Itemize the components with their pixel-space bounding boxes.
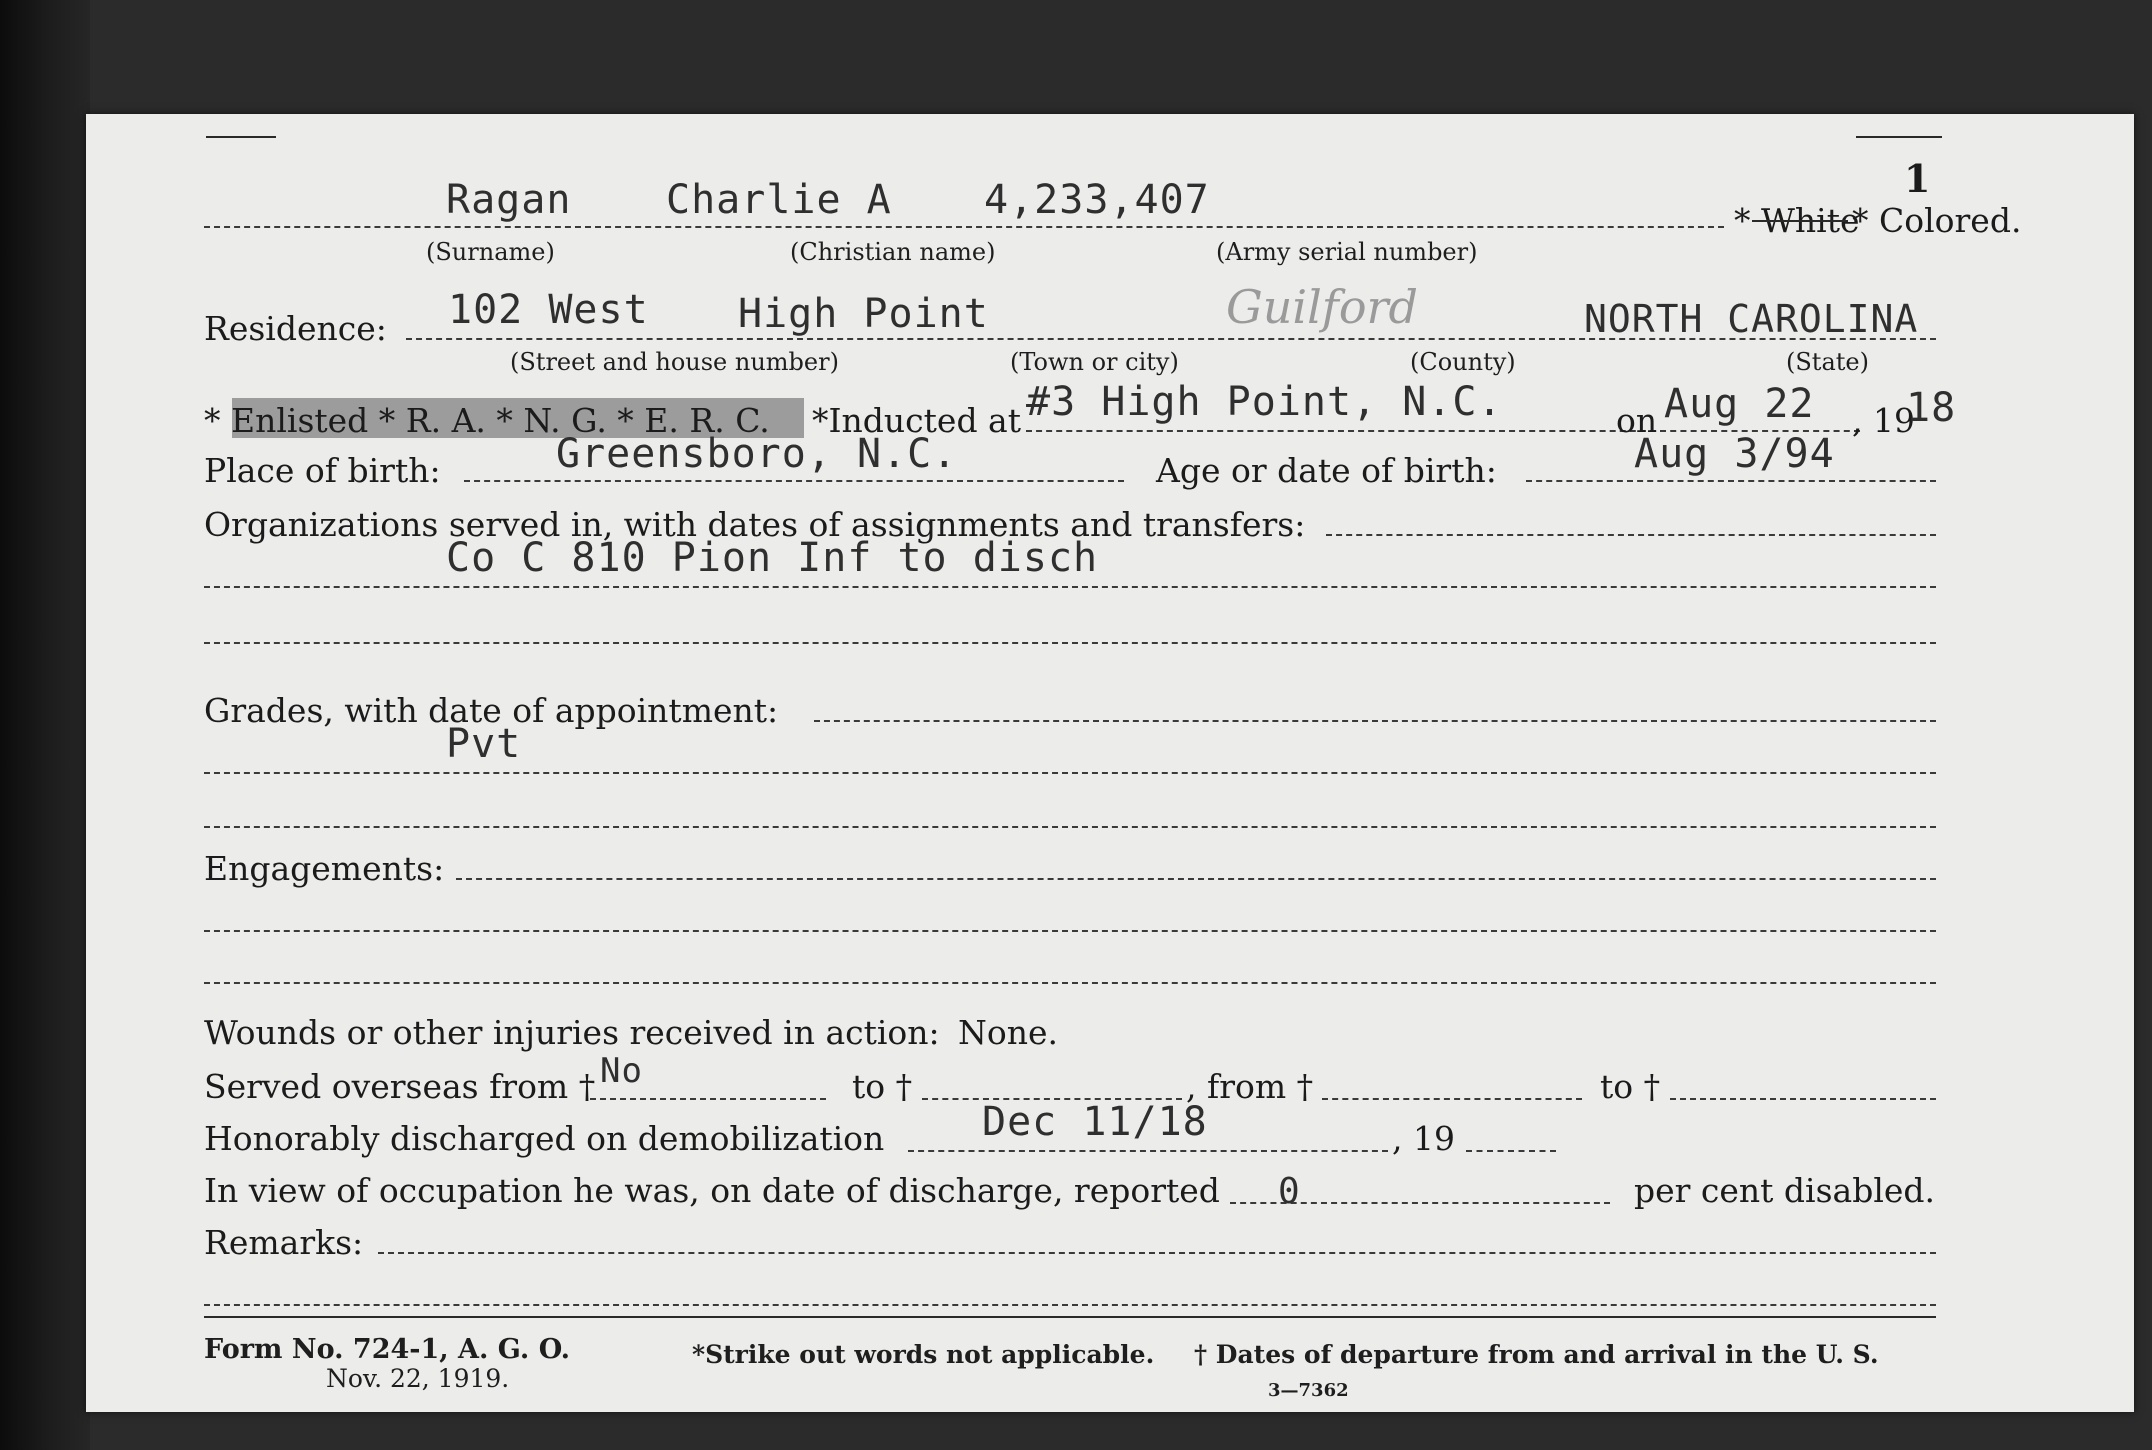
birth-date-line — [1526, 480, 1936, 482]
strike-out-note: *Strike out words not applicable. — [692, 1340, 1155, 1369]
age-label: Age or date of birth: — [1156, 451, 1497, 490]
dates-note: † Dates of departure from and arrival in the U. S. — [1194, 1340, 1879, 1369]
state-value: NORTH CAROLINA — [1584, 297, 1919, 341]
white-option: * White — [1734, 201, 1860, 240]
place-of-birth-line — [464, 480, 1124, 482]
town-caption: (Town or city) — [1010, 348, 1179, 376]
on-label: on — [1616, 401, 1658, 440]
overseas-to-2: to † — [1600, 1067, 1661, 1106]
name-line — [204, 226, 1724, 228]
engagements-label: Engagements: — [204, 849, 445, 888]
grades-line-2 — [204, 772, 1936, 774]
overseas-from-line-2 — [1322, 1098, 1582, 1100]
scan-border — [0, 0, 90, 1450]
county-value: Guilford — [1226, 280, 1418, 334]
street-caption: (Street and house number) — [510, 348, 839, 376]
discharge-label: Honorably discharged on demobilization — [204, 1119, 885, 1158]
footer-rule — [204, 1316, 1936, 1318]
remarks-line-2 — [204, 1304, 1936, 1306]
form-number: Form No. 724-1, A. G. O. — [204, 1334, 571, 1365]
state-caption: (State) — [1786, 348, 1869, 376]
overseas-to-line-2 — [1670, 1098, 1936, 1100]
organizations-line-3 — [204, 642, 1936, 644]
town-value: High Point — [738, 291, 989, 337]
place-of-birth-value: Greensboro, N.C. — [556, 431, 958, 477]
white-strike — [1752, 220, 1848, 222]
overseas-from-line — [590, 1098, 826, 1100]
form-date: Nov. 22, 1919. — [326, 1364, 510, 1393]
overseas-from-2: , from † — [1186, 1067, 1314, 1106]
inducted-place-value: #3 High Point, N.C. — [1026, 379, 1503, 425]
disability-label: In view of occupation he was, on date of discharge, reported — [204, 1171, 1220, 1210]
residence-label: Residence: — [204, 309, 387, 348]
wounds-label: Wounds or other injuries received in action: — [204, 1013, 940, 1052]
card-number: 1 — [1904, 156, 1931, 201]
surname-caption: (Surname) — [426, 238, 555, 266]
place-of-birth-label: Place of birth: — [204, 451, 441, 490]
grades-value: Pvt — [446, 721, 522, 767]
grades-line-1 — [814, 720, 1936, 722]
disability-suffix: per cent disabled. — [1634, 1171, 1936, 1210]
induction-year-value: 18 — [1906, 385, 1957, 431]
wounds-value: None. — [958, 1013, 1059, 1052]
colored-option: * Colored. — [1852, 201, 2022, 240]
christian-name-caption: (Christian name) — [790, 238, 996, 266]
residence-line — [406, 338, 1936, 340]
birth-date-value: Aug 3/94 — [1634, 431, 1835, 477]
serial-number-caption: (Army serial number) — [1216, 238, 1478, 266]
organizations-line-1 — [1326, 534, 1936, 536]
discharge-date-value: Dec 11/18 — [982, 1099, 1208, 1145]
engagements-line-2 — [204, 930, 1936, 932]
top-right-rule — [1856, 136, 1942, 138]
discharge-year-prefix: , 19 — [1392, 1119, 1455, 1158]
organizations-label: Organizations served in, with dates of assignments and transfers: — [204, 505, 1306, 544]
overseas-to-1: to † — [852, 1067, 913, 1106]
overseas-from-value: No — [600, 1051, 643, 1091]
print-code: 3—7362 — [1268, 1380, 1349, 1401]
organizations-line-2 — [204, 586, 1936, 588]
serial-number-value: 4,233,407 — [984, 177, 1210, 223]
discharge-line-lead — [908, 1150, 1388, 1152]
top-left-rule — [206, 136, 276, 138]
inducted-line — [1026, 430, 1666, 432]
grades-label: Grades, with date of appointment: — [204, 691, 779, 730]
enlisted-options: * Enlisted * R. A. * N. G. * E. R. C. — [204, 401, 770, 440]
grades-line-3 — [204, 826, 1936, 828]
christian-name-value: Charlie A — [666, 177, 892, 223]
street-value: 102 West — [448, 287, 649, 333]
disability-value: 0 — [1278, 1171, 1301, 1212]
county-caption: (County) — [1410, 348, 1516, 376]
remarks-line-1 — [378, 1252, 1936, 1254]
overseas-label: Served overseas from † — [204, 1067, 596, 1106]
surname-value: Ragan — [446, 177, 572, 223]
remarks-label: Remarks: — [204, 1223, 364, 1262]
service-record-card — [86, 114, 2134, 1412]
induction-date-value: Aug 22 — [1664, 381, 1815, 427]
engagements-line-1 — [456, 878, 1936, 880]
engagements-line-3 — [204, 982, 1936, 984]
discharge-year-line — [1466, 1150, 1556, 1152]
induction-year-prefix: , 19 — [1852, 401, 1915, 440]
organizations-value: Co C 810 Pion Inf to disch — [446, 535, 1099, 581]
inducted-label: *Inducted at — [812, 401, 1021, 440]
